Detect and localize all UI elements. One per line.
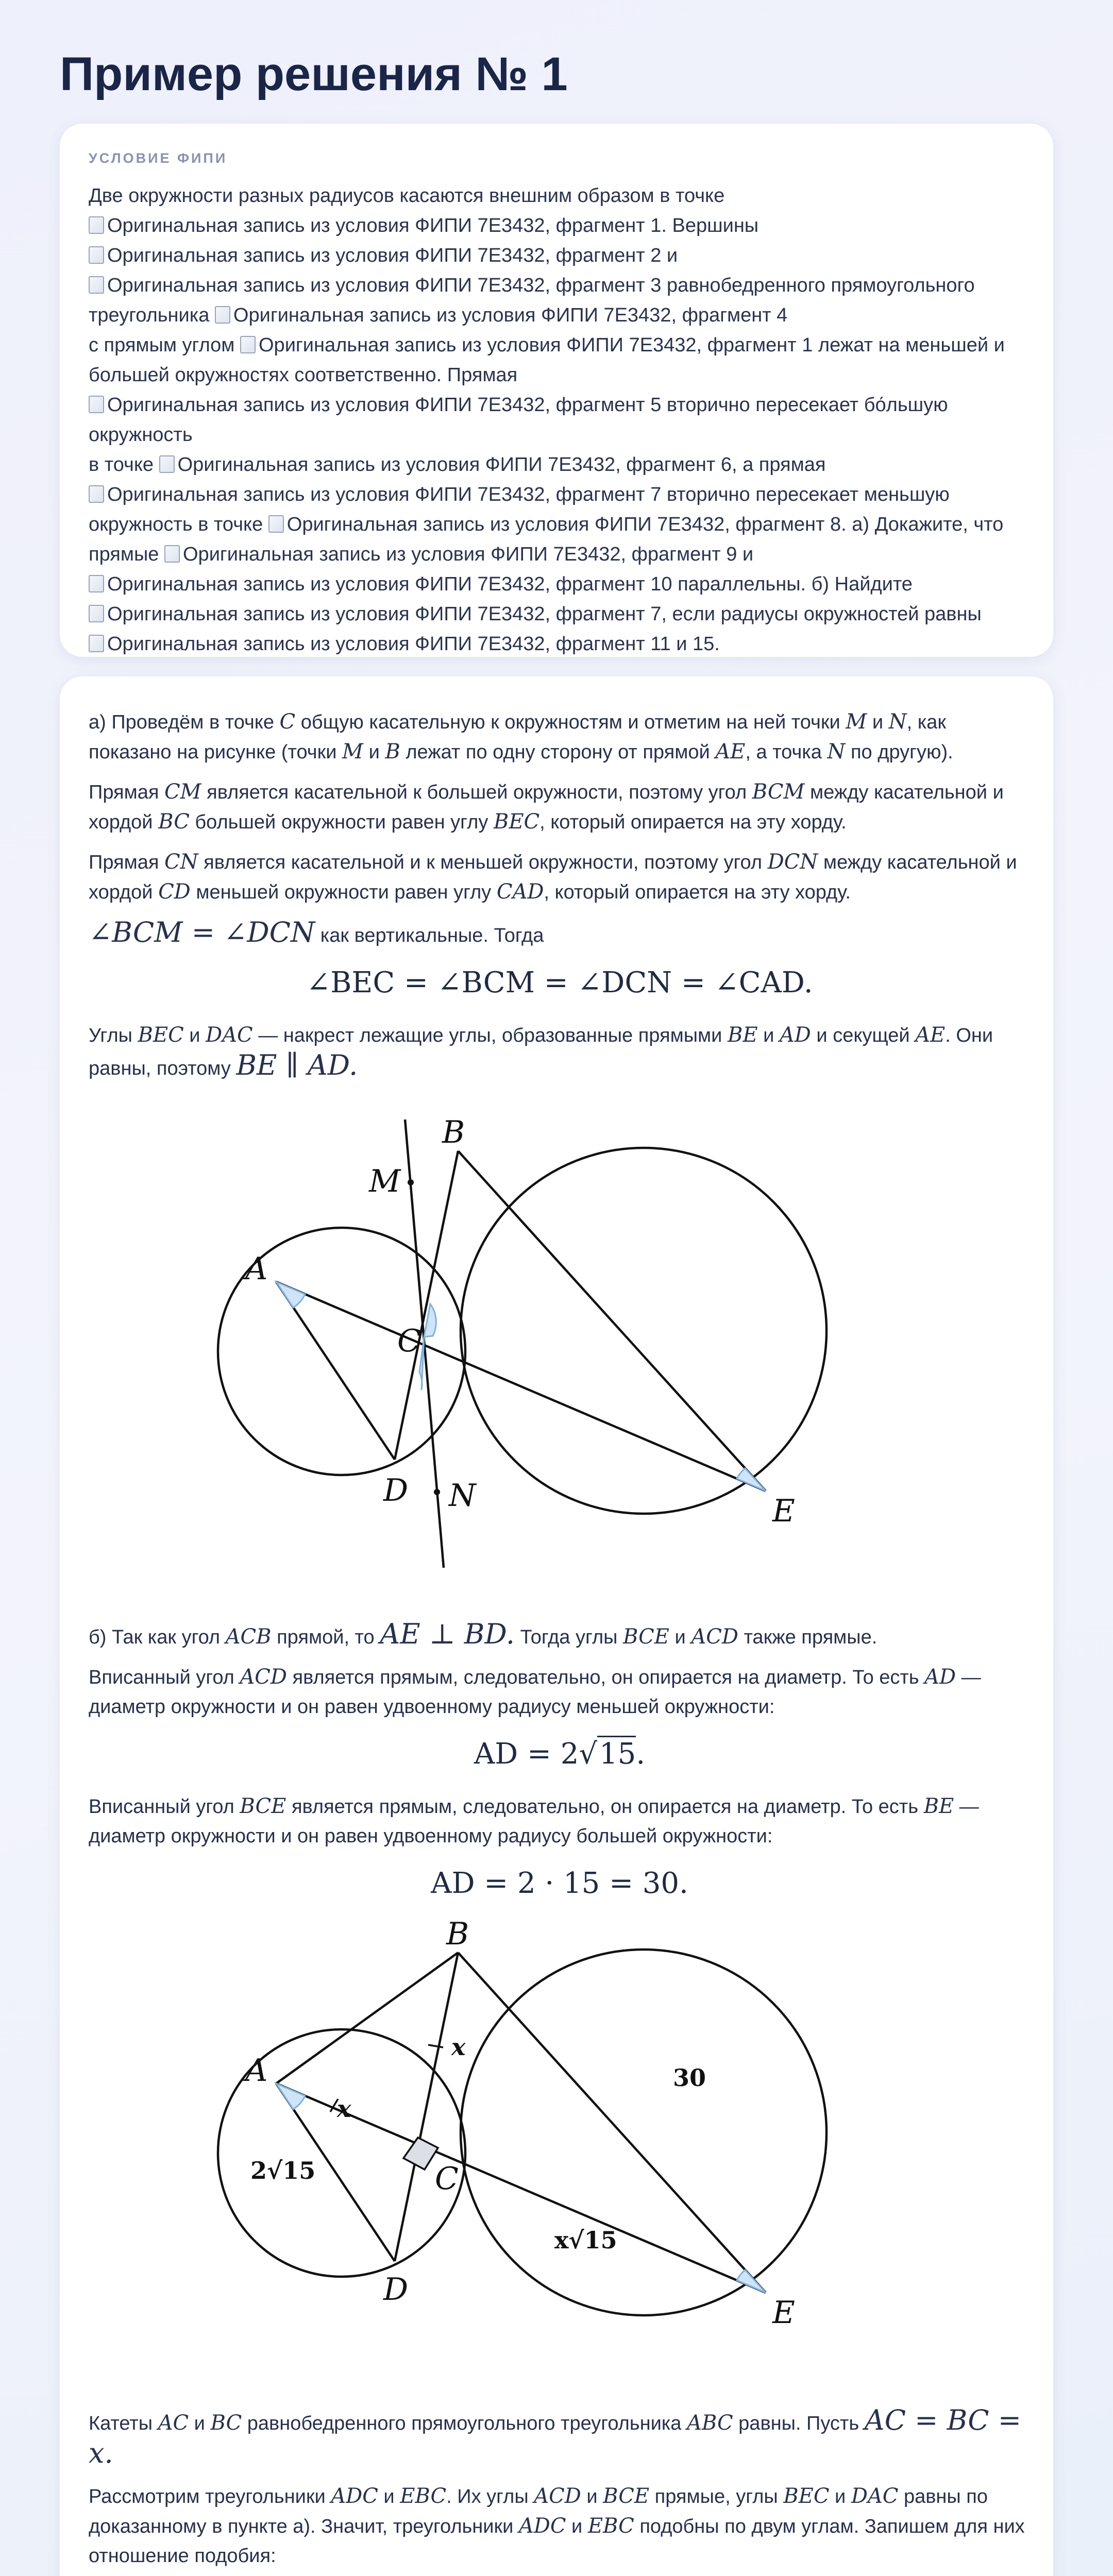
fig2-seg-bc: x — [451, 2033, 466, 2061]
fig1-label-B: B — [442, 1114, 465, 1150]
solution-paragraph-a4: ∠BCM = ∠DCN как вертикальные. Тогда — [89, 916, 544, 948]
fig2-seg-ac: x — [337, 2095, 351, 2123]
broken-image-fragment-1: Оригинальная запись из условия ФИПИ 7E3432, фрагмент 1. Вершины — [89, 215, 758, 236]
solution-paragraph-a3: Прямая CN является касательной и к меньшей окружности, поэтому угол DCN между касательной и хордой CD меньшей окружности равен углу CAD, который опирается на эту хорду. — [89, 850, 1017, 904]
solution-paragraph-b3: Вписанный угол BCE является прямым, следовательно, он опирается на диаметр. То есть BE — диаметр окружности и он равен удвоенному радиусу большей окружности: — [89, 1794, 979, 1847]
solution-paragraph-b2: Вписанный угол ACD является прямым, следовательно, он опирается на диаметр. То есть AD — диаметр окружности и он равен удвоенному радиусу меньшей окружности: — [89, 1665, 981, 1718]
broken-image-fragment-8: Оригинальная запись из условия ФИПИ 7E3432, фрагмент 8. а) Докажите, что прямые — [89, 514, 1004, 565]
broken-image-fragment-9: Оригинальная запись из условия ФИПИ 7E3432, фрагмент 9 и — [164, 544, 753, 565]
condition-text-point: в точке — [89, 454, 154, 476]
fig2-seg-ad: 2√15 — [250, 2157, 316, 2184]
fig1-label-N: N — [449, 1478, 476, 1514]
condition-text-triangle: треугольника — [89, 304, 210, 326]
solution-paragraph-a2: Прямая CM является касательной к большей окружности, поэтому угол BCM между касательной и хордой BC большей окружности равен углу BEC, который опирается на эту хорду. — [89, 780, 1004, 834]
solution-paragraph-a5: Углы BEC и DAC — накрест лежащие углы, образованные прямыми BE и AD и секущей AE. Они равны, поэтому BE ∥ AD. — [89, 1023, 993, 1081]
solution-paragraph-b1: б) Так как угол ACB прямой, то AE ⊥ BD. Тогда углы BCE и ACD также прямые. — [89, 1618, 878, 1650]
equation-ad-small: AD = 2√15. — [89, 1732, 1031, 1776]
condition-text-right-angle: с прямым углом — [89, 334, 235, 356]
page-title: Пример решения № 1 — [60, 48, 568, 100]
fig2-seg-ce: x√15 — [554, 2226, 617, 2254]
condition-card — [60, 124, 1053, 657]
broken-image-fragment-5: Оригинальная запись из условия ФИПИ 7E3432, фрагмент 5 вторично пересекает бо́льшую окружность — [89, 394, 948, 446]
solution-card — [60, 676, 1053, 2576]
broken-image-fragment-3: Оригинальная запись из условия ФИПИ 7E3432, фрагмент 3 равнобедренного прямоугольного — [89, 275, 975, 296]
broken-image-fragment-7: Оригинальная запись из условия ФИПИ 7E3432, фрагмент 7 вторично пересекает меньшую окружность в точке — [89, 484, 950, 535]
solution-paragraph-b4: Катеты AC и BC равнобедренного прямоугольного треугольника ABC равны. Пусть AC = BC = x. — [89, 2404, 1022, 2469]
fig2-seg-be: 30 — [673, 2064, 706, 2092]
fig1-label-E: E — [772, 1493, 795, 1529]
broken-image-fragment-4: Оригинальная запись из условия ФИПИ 7E3432, фрагмент 4 — [215, 304, 787, 326]
fig2-label-A: A — [245, 2053, 268, 2089]
fig2-label-D: D — [383, 2272, 409, 2308]
fig1-label-D: D — [383, 1472, 409, 1509]
broken-image-fragment-10: Оригинальная запись из условия ФИПИ 7E3432, фрагмент 10 параллельны. б) Найдите — [89, 573, 913, 595]
figure-circles-2 — [173, 1921, 946, 2395]
condition-text — [89, 181, 1031, 659]
broken-image-fragment-7b: Оригинальная запись из условия ФИПИ 7E3432, фрагмент 7, если радиусы окружностей равны — [89, 603, 982, 625]
broken-image-fragment-6: Оригинальная запись из условия ФИПИ 7E3432, фрагмент 6, а прямая — [159, 454, 826, 476]
equation-angles: ∠BEC = ∠BCM = ∠DCN = ∠CAD. — [306, 966, 813, 999]
broken-image-fragment-11: Оригинальная запись из условия ФИПИ 7E3432, фрагмент 11 и 15. — [89, 633, 720, 655]
fig2-label-B: B — [446, 1921, 469, 1952]
fig2-label-C: C — [435, 2161, 459, 2197]
broken-image-fragment-2: Оригинальная запись из условия ФИПИ 7E3432, фрагмент 2 и — [89, 245, 678, 266]
condition-intro: Две окружности разных радиусов касаются внешним образом в точке — [89, 185, 725, 207]
solution-paragraph-a1: а) Проведём в точке C общую касательную к окружностям и отметим на ней точки M и N, как показано на рисунке (точки M и B лежат по одну сторону от прямой AE, а точка N по другую). — [89, 710, 953, 764]
fig1-label-A: A — [245, 1251, 268, 1287]
equation-ad-large: AD = 2 · 15 = 30. — [431, 1867, 688, 1900]
condition-label: УСЛОВИЕ ФИПИ — [89, 150, 228, 166]
fig2-label-E: E — [772, 2295, 795, 2331]
broken-image-fragment-1b: Оригинальная запись из условия ФИПИ 7E3432, фрагмент 1 лежат на меньшей и большей окружностях соответственно. Прямая — [89, 334, 1005, 386]
solution-paragraph-b5: Рассмотрим треугольники ADC и EBC. Их углы ACD и BCE прямые, углы BEC и DAC равны по доказанному в пункте а). Значит, треугольники ADC и EBC подобны по двум углам. Запишем для них отношение подобия: — [89, 2484, 1025, 2567]
fig1-label-C: C — [397, 1323, 421, 1359]
figure-circles-1 — [173, 1094, 946, 1609]
fig1-label-M: M — [369, 1163, 401, 1199]
